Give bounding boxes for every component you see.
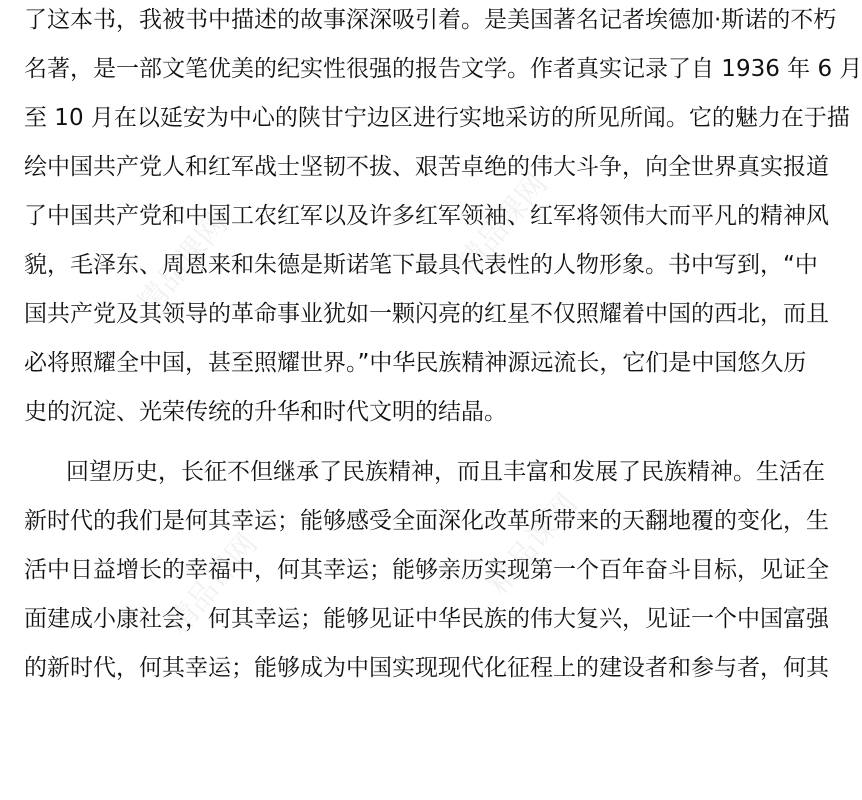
text-line: 新时代的我们是何其幸运；能够感受全面深化改革所带来的天翻地覆的变化，生	[24, 508, 829, 534]
text-line: 史的沉淀、光荣传统的升华和时代文明的结晶。	[24, 399, 507, 425]
text-line: 国共产党及其领导的革命事业犹如一颗闪亮的红星不仅照耀着中国的西北，而且	[24, 301, 829, 327]
watermark: 精品课网	[130, 207, 235, 322]
text-line: 必将照耀全中国，甚至照耀世界。”中华民族精神源远流长，它们是中国悠久历	[24, 350, 807, 376]
text-line: 了中国共产党和中国工农红军以及许多红军领袖、红军将领伟大而平凡的精神风	[24, 203, 829, 229]
text-line: 貌，毛泽东、周恩来和朱德是斯诺笔下最具代表性的人物形象。书中写到，“中	[24, 252, 818, 278]
text-line: 绘中国共产党人和红军战士坚韧不拔、艰苦卓绝的伟大斗争，向全世界真实报道	[24, 154, 829, 180]
text-line: 名著，是一部文笔优美的纪实性很强的报告文学。作者真实记录了自 1936 年 6 月	[24, 56, 862, 82]
watermark: 精品课网	[160, 527, 265, 642]
text-line: 的新时代，何其幸运；能够成为中国实现现代化征程上的建设者和参与者，何其	[24, 655, 829, 681]
document-body	[24, 0, 862, 697]
text-line: 了这本书，我被书中描述的故事深深吸引着。是美国著名记者埃德加·斯诺的不朽	[24, 7, 837, 33]
text-line: 回望历史，长征不但继承了民族精神，而且丰富和发展了民族精神。生活在	[66, 459, 825, 485]
text-line: 活中日益增长的幸福中，何其幸运；能够亲历实现第一个百年奋斗目标，见证全	[24, 557, 829, 583]
watermark: 精品课网	[480, 487, 585, 602]
paragraph-1	[24, 0, 862, 441]
text-line: 面建成小康社会，何其幸运；能够见证中华民族的伟大复兴，见证一个中国富强	[24, 606, 829, 632]
watermark: 精品课网	[450, 167, 555, 282]
paragraph-2	[24, 452, 829, 697]
text-line: 至 10 月在以延安为中心的陕甘宁边区进行实地采访的所见所闻。它的魅力在于描	[24, 105, 850, 131]
